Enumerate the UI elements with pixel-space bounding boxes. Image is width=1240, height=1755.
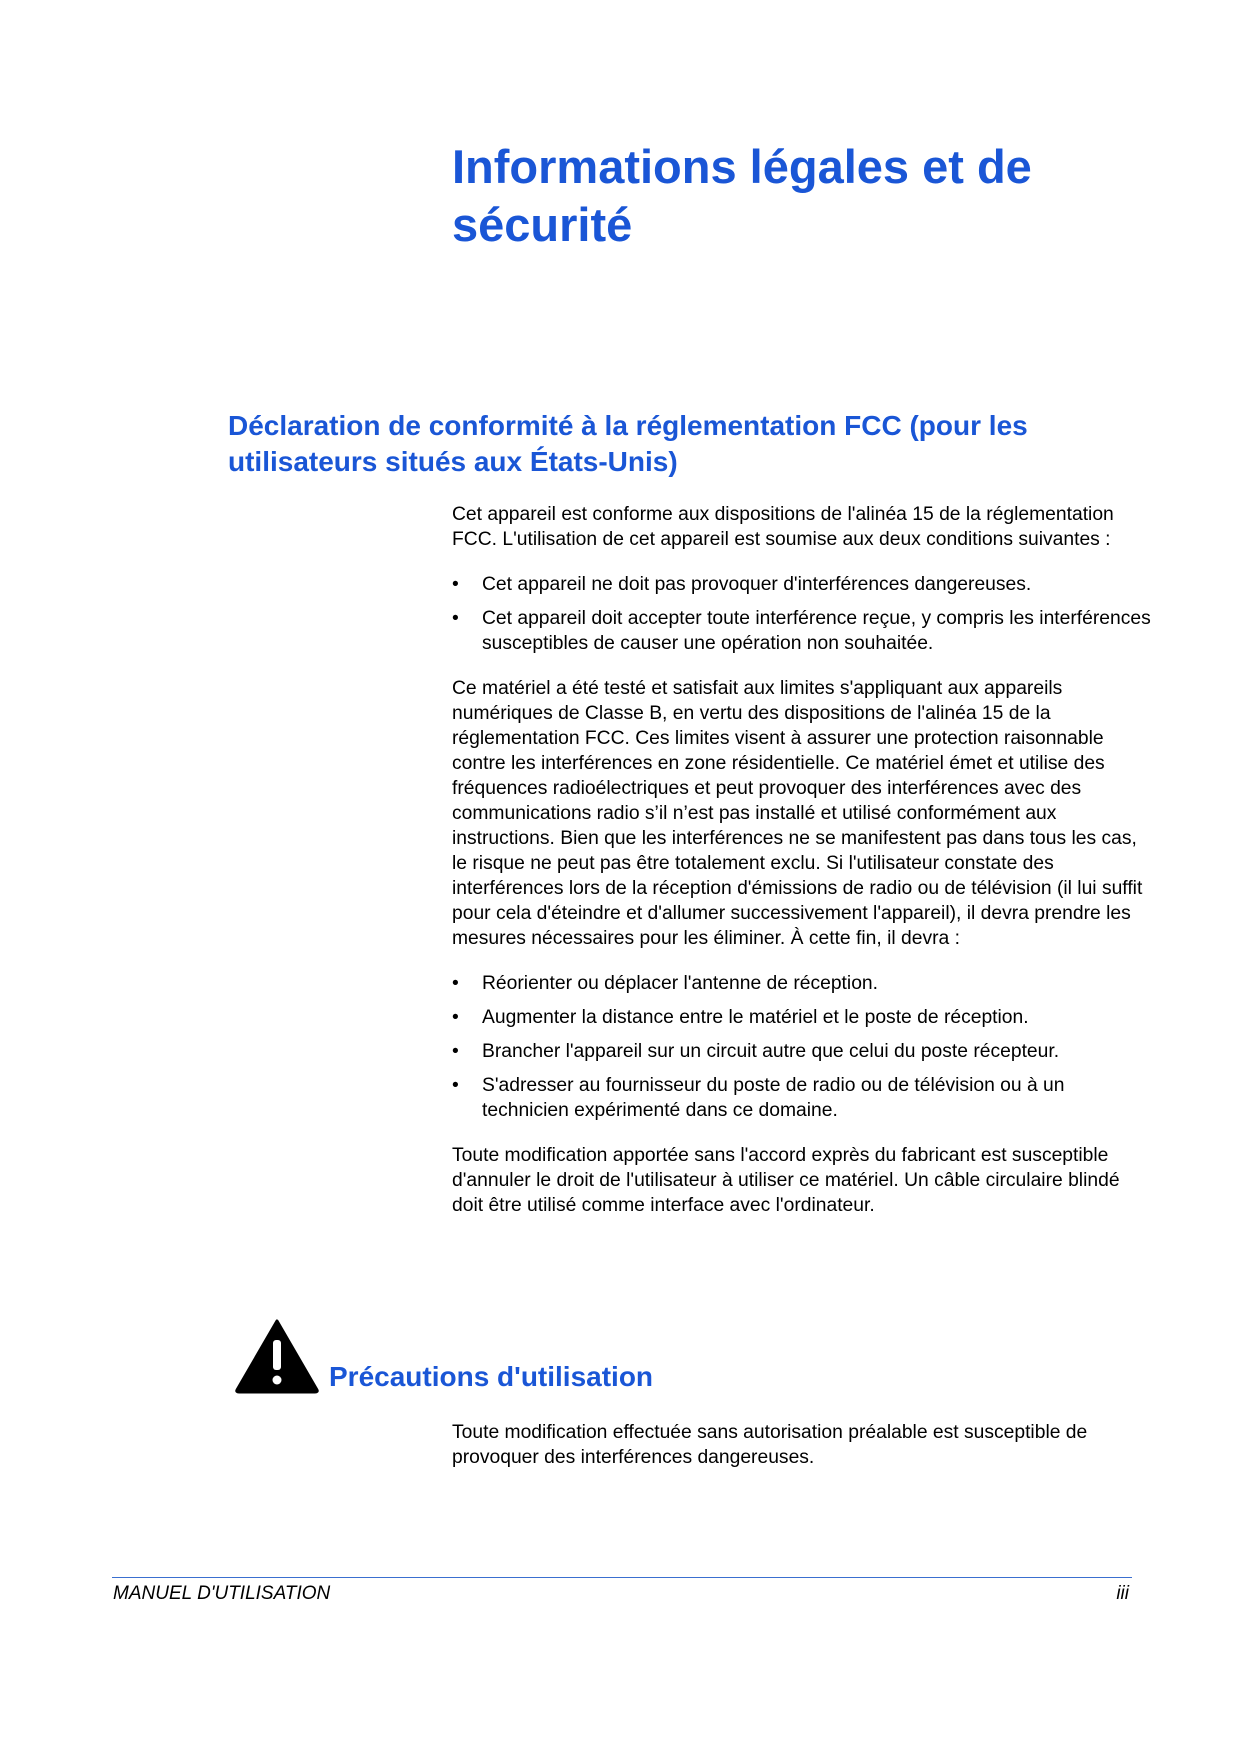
- fcc-measures-list: [452, 971, 1152, 1123]
- footer-page-number: iii: [1116, 1583, 1129, 1604]
- warning-triangle-icon: [234, 1318, 320, 1394]
- bullet: •: [452, 1075, 459, 1096]
- fcc-section-heading: Déclaration de conformité à la réglementation FCC (pour les utilisateurs situés aux États-Unis): [228, 410, 1028, 477]
- bullet: •: [452, 608, 459, 629]
- footer-manual-title: MANUEL D'UTILISATION: [113, 1583, 331, 1604]
- list-item: • Cet appareil doit accepter toute interférence reçue, y compris les interférences susceptibles de causer une opération non souhaitée.: [452, 608, 1151, 654]
- precautions-text: Toute modification effectuée sans autorisation préalable est susceptible de provoquer des interférences dangereuses.: [452, 1422, 1088, 1468]
- bullet: •: [452, 1041, 459, 1062]
- precautions-heading: [234, 1318, 1034, 1390]
- list-item: • Cet appareil ne doit pas provoquer d'interférences dangereuses.: [452, 574, 1032, 595]
- list-item: • Réorienter ou déplacer l'antenne de réception.: [452, 973, 878, 994]
- list-item: • Brancher l'appareil sur un circuit autre que celui du poste récepteur.: [452, 1041, 1060, 1062]
- bullet: •: [452, 574, 459, 595]
- fcc-intro: Cet appareil est conforme aux dispositions de l'alinéa 15 de la réglementation FCC. L'utilisation de cet appareil est soumise aux deux conditions suivantes :: [452, 504, 1114, 550]
- page-title: Informations légales et de sécurité: [452, 140, 1032, 251]
- list-item: • Augmenter la distance entre le matériel et le poste de réception.: [452, 1007, 1029, 1028]
- fcc-section-content: [452, 502, 1152, 1238]
- fcc-closing: Toute modification apportée sans l'accord exprès du fabricant est susceptible d'annuler le droit de l'utilisateur à utiliser ce matériel. Un câble circulaire blindé doit être utilisé comme interface avec l'ordinateur.: [452, 1145, 1120, 1216]
- list-item: • S'adresser au fournisseur du poste de radio ou de télévision ou à un technicien expérimenté dans ce domaine.: [452, 1075, 1065, 1121]
- fcc-details: Ce matériel a été testé et satisfait aux limites s'appliquant aux appareils numériques de Classe B, en vertu des dispositions de l'alinéa 15 de la réglementation FCC. Ces limites visent à assurer une protection raisonnable contre les interférences en zone résidentielle. Ce matériel émet et utilise des fréquences radioélectriques et peut provoquer des interférences avec des communications radio s’il n’est pas installé et utilisé conformément aux instructions. Bien que les interférences ne se manifestent pas dans tous les cas, le risque ne peut pas être totalement exclu. Si l'utilisateur constate des interférences lors de la réception d'émissions de radio ou de télévision (il lui suffit pour cela d'éteindre et d'allumer successivement l'appareil), il devra prendre les mesures nécessaires pour les éliminer. À cette fin, il devra :: [452, 678, 1143, 949]
- precautions-title: Précautions d'utilisation: [329, 1361, 654, 1392]
- fcc-conditions-list: [452, 572, 1152, 656]
- bullet: •: [452, 1007, 459, 1028]
- bullet: •: [452, 973, 459, 994]
- footer-rule: [112, 1577, 1132, 1578]
